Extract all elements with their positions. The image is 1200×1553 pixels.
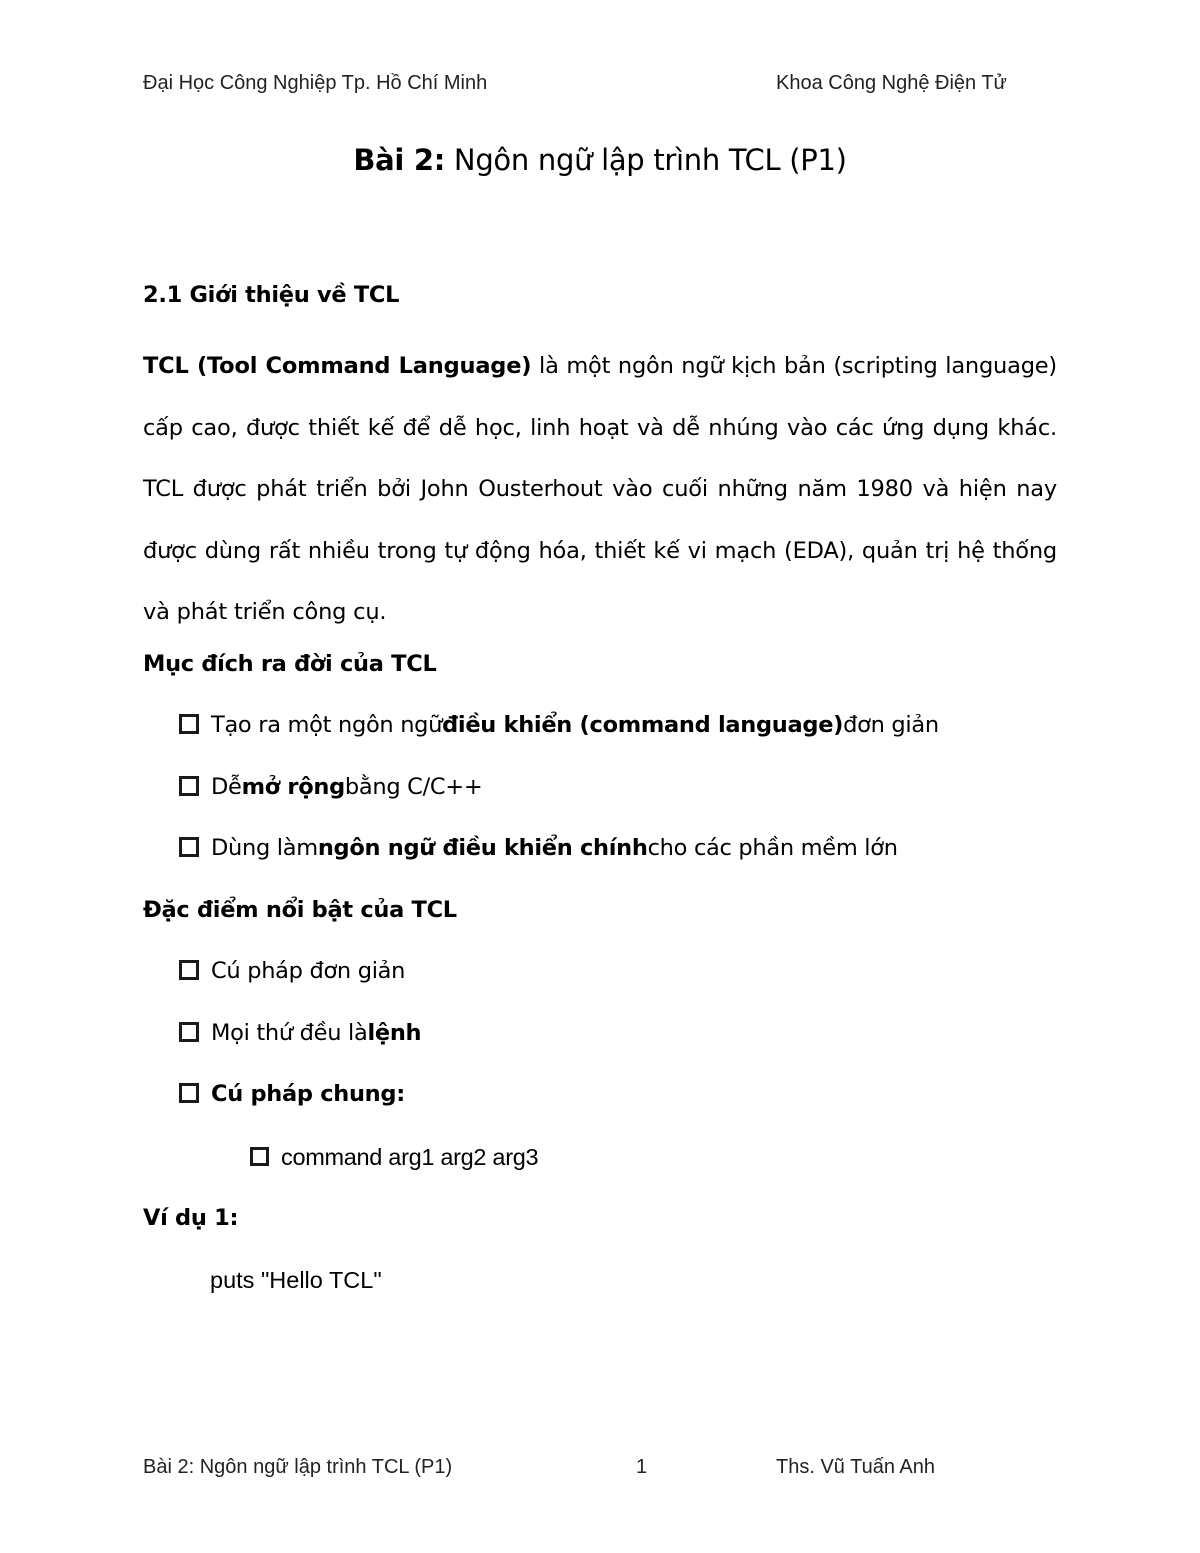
intro-rest: là một ngôn ngữ kịch bản (scripting language) cấp cao, được thiết kế để dễ học, linh hoạt và dễ nhúng vào các ứng dụng khác. TCL được phát triển bởi John Ousterhout vào cuối những năm 1980 và hiện nay được dùng rất nhiều trong tự động hóa, thiết kế vi mạch (EDA), quản trị hệ thống và phát triển công cụ. bbox=[143, 353, 1057, 626]
purpose-item-2-bold: mở rộng bbox=[241, 774, 345, 800]
purpose-item-2 bbox=[179, 774, 482, 800]
purpose-item-1-after: đơn giản bbox=[843, 712, 939, 738]
features-sub-item-text: command arg1 arg2 arg3 bbox=[281, 1144, 539, 1170]
purpose-item-3-bold: ngôn ngữ điều khiển chính bbox=[317, 835, 648, 861]
checkbox-square-icon bbox=[250, 1147, 269, 1166]
section-heading-2-1: 2.1 Giới thiệu về TCL bbox=[143, 282, 400, 308]
footer-page-number: 1 bbox=[636, 1456, 648, 1478]
purpose-item-1-before: Tạo ra một ngôn ngữ bbox=[211, 712, 443, 738]
features-sub-item bbox=[250, 1144, 538, 1171]
example-heading: Ví dụ 1: bbox=[143, 1205, 239, 1231]
purpose-item-2-before: Dễ bbox=[211, 774, 242, 800]
title-text: Ngôn ngữ lập trình TCL (P1) bbox=[445, 143, 847, 177]
features-item-2-before: Mọi thứ đều là bbox=[211, 1020, 368, 1046]
features-item-1-before: Cú pháp đơn giản bbox=[211, 958, 406, 984]
title-label: Bài 2: bbox=[353, 143, 446, 177]
features-item-2 bbox=[179, 1020, 421, 1046]
purpose-item-3-after: cho các phần mềm lớn bbox=[647, 835, 898, 861]
intro-paragraph bbox=[143, 336, 1057, 644]
purpose-item-2-after: bằng C/C++ bbox=[344, 774, 483, 800]
example-code: puts "Hello TCL" bbox=[210, 1267, 382, 1293]
features-heading: Đặc điểm nổi bật của TCL bbox=[143, 897, 457, 923]
features-item-2-bold: lệnh bbox=[367, 1020, 422, 1046]
header-department: Khoa Công Nghệ Điện Tử bbox=[776, 72, 1007, 94]
footer-author: Ths. Vũ Tuấn Anh bbox=[776, 1456, 935, 1478]
checkbox-square-icon bbox=[179, 837, 199, 857]
checkbox-square-icon bbox=[179, 776, 199, 796]
features-item-3-bold: Cú pháp chung: bbox=[211, 1081, 405, 1107]
purpose-item-1-bold: điều khiển (command language) bbox=[442, 712, 844, 738]
features-item-1 bbox=[179, 958, 405, 984]
checkbox-square-icon bbox=[179, 1022, 199, 1042]
checkbox-square-icon bbox=[179, 1083, 199, 1103]
intro-bold: TCL (Tool Command Language) bbox=[143, 353, 532, 379]
checkbox-square-icon bbox=[179, 714, 199, 734]
header-institution: Đại Học Công Nghiệp Tp. Hồ Chí Minh bbox=[143, 72, 488, 94]
purpose-item-1 bbox=[179, 712, 939, 738]
purpose-item-3-before: Dùng làm bbox=[211, 835, 318, 861]
purpose-item-3 bbox=[179, 835, 898, 861]
page-title bbox=[0, 143, 1200, 177]
purpose-heading: Mục đích ra đời của TCL bbox=[143, 651, 437, 677]
footer-lesson-title: Bài 2: Ngôn ngữ lập trình TCL (P1) bbox=[143, 1456, 453, 1478]
features-item-3 bbox=[179, 1081, 405, 1107]
checkbox-square-icon bbox=[179, 960, 199, 980]
